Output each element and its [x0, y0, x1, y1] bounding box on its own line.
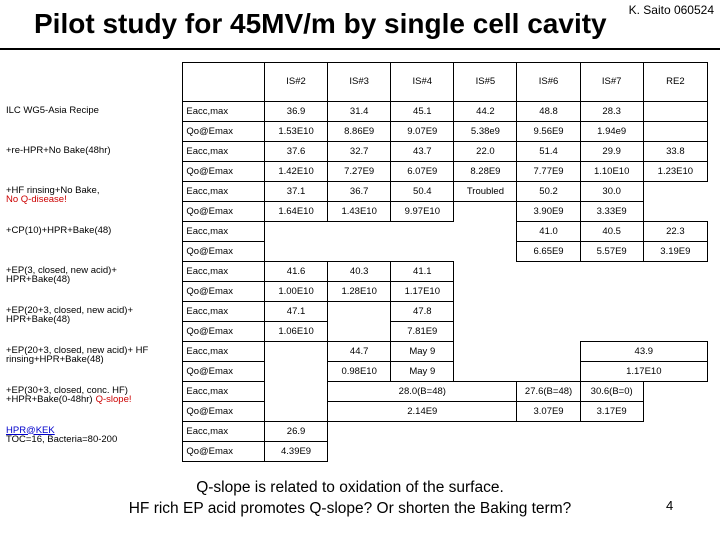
- value-cell: 30.6(B=0): [580, 382, 643, 402]
- qo-label: Qo@Emax: [183, 282, 265, 302]
- recipe-text: +EP(20+3, closed, new acid)+ HF rinsing+HPR+Bake(48): [6, 344, 149, 366]
- value-cell: 4.39E9: [264, 442, 327, 462]
- value-cell: 1.06E10: [264, 322, 327, 342]
- eacc-label: Eacc,max: [183, 302, 265, 322]
- eacc-label: Eacc,max: [183, 182, 265, 202]
- value-cell: 22.0: [454, 142, 517, 162]
- value-cell: 48.8: [517, 102, 580, 122]
- value-cell: 1.10E10: [580, 162, 643, 182]
- value-cell: [580, 282, 643, 302]
- value-cell: 43.9: [580, 342, 707, 362]
- value-cell: May 9: [391, 342, 454, 362]
- value-cell: [643, 262, 707, 282]
- column-header: IS#4: [391, 63, 454, 102]
- value-cell: 41.1: [391, 262, 454, 282]
- value-cell: [517, 302, 580, 322]
- eacc-label: Eacc,max: [183, 222, 265, 242]
- value-cell: 8.28E9: [454, 162, 517, 182]
- recipe-text: +CP(10)+HPR+Bake(48): [6, 224, 112, 236]
- value-cell: [454, 442, 517, 462]
- qo-label: Qo@Emax: [183, 122, 265, 142]
- value-cell: [391, 422, 454, 442]
- value-cell: [580, 262, 643, 282]
- value-cell: 27.6(B=48): [517, 382, 580, 402]
- value-cell: 22.3: [643, 222, 707, 242]
- value-cell: 45.1: [391, 102, 454, 122]
- value-cell: 28.3: [580, 102, 643, 122]
- value-cell: [328, 242, 391, 262]
- value-cell: [643, 302, 707, 322]
- title-rule: [0, 48, 720, 50]
- value-cell: 28.0(B=48): [328, 382, 517, 402]
- value-cell: 44.7: [328, 342, 391, 362]
- eacc-label: Eacc,max: [183, 142, 265, 162]
- value-cell: 9.07E9: [391, 122, 454, 142]
- value-cell: 1.53E10: [264, 122, 327, 142]
- value-cell: [328, 322, 391, 342]
- value-cell: [643, 182, 707, 202]
- value-cell: [643, 102, 707, 122]
- value-cell: 37.1: [264, 182, 327, 202]
- recipe-note: TOC=16, Bacteria=80-200: [6, 434, 118, 446]
- value-cell: [517, 442, 580, 462]
- value-cell: 1.23E10: [643, 162, 707, 182]
- value-cell: 3.19E9: [643, 242, 707, 262]
- value-cell: 31.4: [328, 102, 391, 122]
- header-row: [0, 63, 708, 102]
- value-cell: 40.3: [328, 262, 391, 282]
- value-cell: [517, 342, 580, 362]
- recipe-label: [0, 102, 183, 142]
- value-cell: [391, 242, 454, 262]
- value-cell: [454, 302, 517, 322]
- recipe-text: HPR@KEK: [6, 424, 55, 436]
- value-cell: [454, 322, 517, 342]
- value-cell: [580, 442, 643, 462]
- recipe-label: [0, 182, 183, 222]
- eacc-label: Eacc,max: [183, 262, 265, 282]
- value-cell: [580, 322, 643, 342]
- value-cell: 1.64E10: [264, 202, 327, 222]
- column-header: RE2: [643, 63, 707, 102]
- recipe-text: ILC WG5-Asia Recipe: [6, 104, 99, 116]
- value-cell: [454, 222, 517, 242]
- value-cell: [264, 242, 327, 262]
- value-cell: 8.86E9: [328, 122, 391, 142]
- table-row: [0, 142, 708, 162]
- value-cell: [643, 322, 707, 342]
- qo-label: Qo@Emax: [183, 162, 265, 182]
- value-cell: 36.9: [264, 102, 327, 122]
- recipe-text: +EP(3, closed, new acid)+ HPR+Bake(48): [6, 264, 117, 286]
- qo-label: Qo@Emax: [183, 242, 265, 262]
- value-cell: 30.0: [580, 182, 643, 202]
- table-row: [0, 382, 708, 402]
- value-cell: 1.94e9: [580, 122, 643, 142]
- value-cell: [643, 282, 707, 302]
- value-cell: [643, 382, 707, 402]
- value-cell: 6.65E9: [517, 242, 580, 262]
- value-cell: 1.42E10: [264, 162, 327, 182]
- value-cell: [328, 442, 391, 462]
- footer-line: HF rich EP acid promotes Q-slope? Or shorten the Baking term?: [128, 499, 572, 517]
- value-cell: 40.5: [580, 222, 643, 242]
- value-cell: [517, 282, 580, 302]
- value-cell: 33.8: [643, 142, 707, 162]
- value-cell: 1.43E10: [328, 202, 391, 222]
- value-cell: [391, 222, 454, 242]
- value-cell: 7.81E9: [391, 322, 454, 342]
- value-cell: 3.90E9: [517, 202, 580, 222]
- column-header: IS#7: [580, 63, 643, 102]
- column-header: IS#2: [264, 63, 327, 102]
- value-cell: 47.8: [391, 302, 454, 322]
- column-header: IS#6: [517, 63, 580, 102]
- qo-label: Qo@Emax: [183, 362, 265, 382]
- recipe-label: [0, 422, 183, 462]
- value-cell: [454, 262, 517, 282]
- value-cell: 29.9: [580, 142, 643, 162]
- value-cell: 44.2: [454, 102, 517, 122]
- recipe-text: +HF rinsing+No Bake,: [6, 184, 100, 196]
- value-cell: 3.17E9: [580, 402, 643, 422]
- value-cell: 47.1: [264, 302, 327, 322]
- page-number: 4: [666, 498, 674, 513]
- column-header: IS#3: [328, 63, 391, 102]
- value-cell: 50.4: [391, 182, 454, 202]
- table-row: [0, 342, 708, 362]
- value-cell: [580, 302, 643, 322]
- qo-label: Qo@Emax: [183, 442, 265, 462]
- eacc-label: Eacc,max: [183, 102, 265, 122]
- value-cell: [643, 442, 707, 462]
- footer-note: [60, 478, 640, 520]
- value-cell: [454, 422, 517, 442]
- value-cell: 50.2: [517, 182, 580, 202]
- value-cell: [580, 422, 643, 442]
- value-cell: [454, 202, 517, 222]
- table-row: [0, 102, 708, 122]
- qo-label: Qo@Emax: [183, 322, 265, 342]
- value-cell: 9.56E9: [517, 122, 580, 142]
- value-cell: 7.27E9: [328, 162, 391, 182]
- value-cell: 2.14E9: [328, 402, 517, 422]
- value-cell: May 9: [391, 362, 454, 382]
- column-header: IS#5: [454, 63, 517, 102]
- recipe-label: [0, 342, 183, 382]
- value-cell: Troubled: [454, 182, 517, 202]
- value-cell: 9.97E10: [391, 202, 454, 222]
- value-cell: [517, 362, 580, 382]
- value-cell: 51.4: [517, 142, 580, 162]
- value-cell: 5.57E9: [580, 242, 643, 262]
- recipe-label: [0, 302, 183, 342]
- table-row: [0, 262, 708, 282]
- recipe-label: [0, 142, 183, 182]
- value-cell: [517, 422, 580, 442]
- eacc-label: Eacc,max: [183, 382, 265, 402]
- value-cell: [454, 242, 517, 262]
- value-cell: 36.7: [328, 182, 391, 202]
- value-cell: [643, 422, 707, 442]
- recipe-label: [0, 222, 183, 262]
- page-title: Pilot study for 45MV/m by single cell cavity: [34, 8, 607, 39]
- value-cell: 1.17E10: [391, 282, 454, 302]
- value-cell: 5.38e9: [454, 122, 517, 142]
- value-cell: [643, 122, 707, 142]
- value-cell: 41.6: [264, 262, 327, 282]
- value-cell: 3.33E9: [580, 202, 643, 222]
- results-table: [0, 62, 708, 462]
- value-cell: 26.9: [264, 422, 327, 442]
- value-cell: 7.77E9: [517, 162, 580, 182]
- eacc-label: Eacc,max: [183, 422, 265, 442]
- value-cell: [264, 382, 327, 402]
- table-row: [0, 182, 708, 202]
- recipe-text: +EP(30+3, closed, conc. HF) +HPR+Bake(0-48hr): [6, 384, 128, 406]
- value-cell: 43.7: [391, 142, 454, 162]
- author-date: K. Saito 060524: [628, 3, 714, 17]
- value-cell: 1.00E10: [264, 282, 327, 302]
- recipe-label: [0, 382, 183, 422]
- recipe-text: +re-HPR+No Bake(48hr): [6, 144, 111, 156]
- value-cell: 41.0: [517, 222, 580, 242]
- table-row: [0, 222, 708, 242]
- value-cell: [517, 322, 580, 342]
- qo-label: Qo@Emax: [183, 402, 265, 422]
- value-cell: 3.07E9: [517, 402, 580, 422]
- value-cell: [643, 202, 707, 222]
- value-cell: [264, 222, 327, 242]
- value-cell: [454, 362, 517, 382]
- value-cell: [328, 222, 391, 242]
- value-cell: 37.6: [264, 142, 327, 162]
- recipe-note: No Q-disease!: [6, 194, 67, 206]
- value-cell: [328, 302, 391, 322]
- value-cell: 1.28E10: [328, 282, 391, 302]
- table-row: [0, 422, 708, 442]
- qo-label: Qo@Emax: [183, 202, 265, 222]
- eacc-label: Eacc,max: [183, 342, 265, 362]
- value-cell: [328, 422, 391, 442]
- value-cell: [264, 402, 327, 422]
- value-cell: [454, 282, 517, 302]
- value-cell: 1.17E10: [580, 362, 707, 382]
- value-cell: 0.98E10: [328, 362, 391, 382]
- recipe-text: +EP(20+3, closed, new acid)+ HPR+Bake(48): [6, 304, 134, 326]
- footer-line: Q-slope is related to oxidation of the surface.: [196, 479, 504, 496]
- table-row: [0, 302, 708, 322]
- value-cell: [391, 442, 454, 462]
- value-cell: 32.7: [328, 142, 391, 162]
- value-cell: [643, 402, 707, 422]
- recipe-note: Q-slope!: [95, 394, 132, 406]
- value-cell: [517, 262, 580, 282]
- recipe-label: [0, 262, 183, 302]
- value-cell: [454, 342, 517, 362]
- value-cell: 6.07E9: [391, 162, 454, 182]
- value-cell: [264, 362, 327, 382]
- value-cell: [264, 342, 327, 362]
